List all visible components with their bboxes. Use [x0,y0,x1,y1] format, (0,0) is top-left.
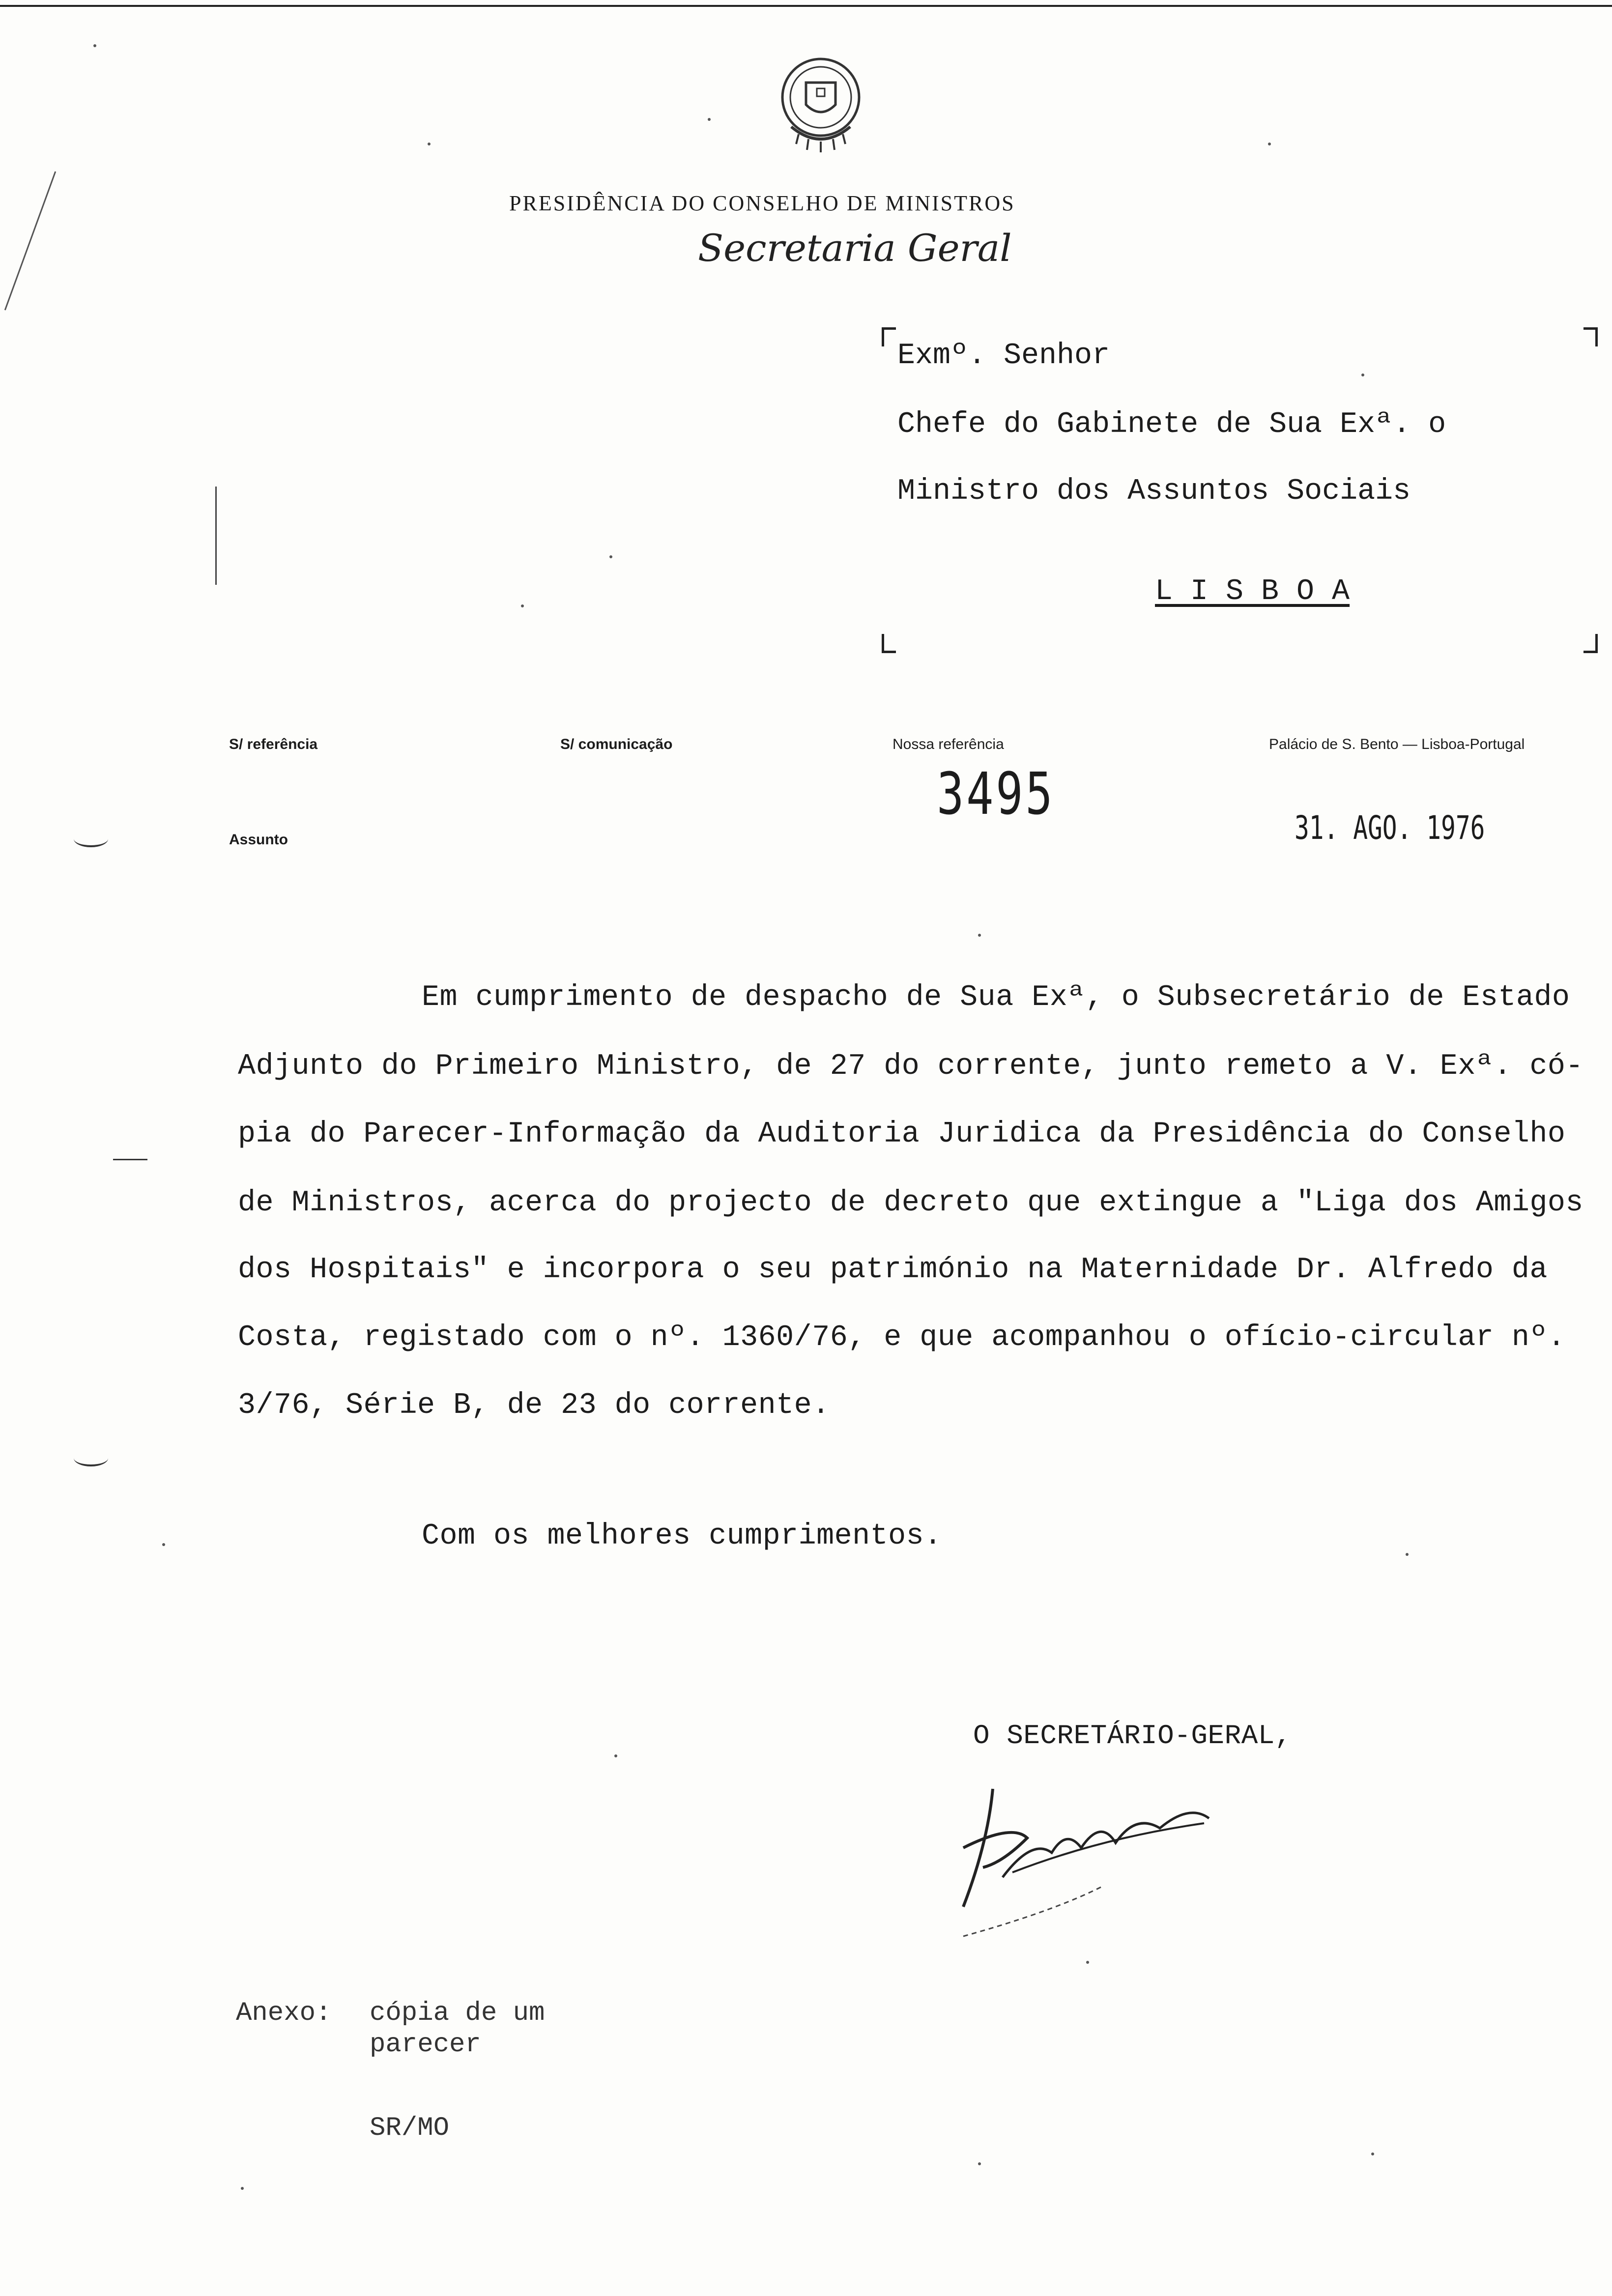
our-reference-label: Nossa referência [892,736,1004,752]
letterhead-title: PRESIDÊNCIA DO CONSELHO DE MINISTROS [509,191,1015,215]
date-stamp: 31. AGO. 1976 [1295,809,1485,847]
scan-speck [1086,1961,1089,1964]
handwritten-signature [953,1769,1219,1946]
scan-speck [614,1754,617,1757]
letterhead-subtitle: Secretaria Geral [698,226,1012,270]
annex-label: Anexo: [236,1998,332,2028]
address-corner-top-left [882,327,896,346]
scan-speck [978,2162,981,2165]
coat-of-arms-icon [772,53,870,161]
scan-speck [162,1543,165,1546]
closing-text: Com os melhores cumprimentos. [422,1520,942,1553]
subject-label: Assunto [229,832,288,848]
address-corner-bottom-right [1583,634,1598,653]
recipient-line-3: Ministro dos Assuntos Sociais [897,475,1411,508]
our-reference-number: 3495 [937,760,1055,828]
body-line-2: Adjunto do Primeiro Ministro, de 27 do corrente, junto remeto a V. Exª. có- [238,1050,1583,1083]
edge-scratch-mark [4,172,56,311]
scan-speck [708,118,711,121]
annex-line-1: cópia de um [370,1998,545,2028]
annex-line-2: parecer [370,2030,481,2060]
punch-mark-bottom [74,1450,108,1466]
margin-line-mark [215,487,217,585]
your-reference-label: S/ referência [229,736,318,752]
your-communication-label: S/ comunicação [560,736,673,752]
scan-speck [93,44,96,47]
body-line-1: Em cumprimento de despacho de Sua Exª, o Subsecretário de Estado [422,981,1570,1014]
scan-speck [428,143,431,145]
body-line-6: Costa, registado com o nº. 1360/76, e que acompanhou o ofício-circular nº. [238,1321,1566,1354]
body-line-7: 3/76, Série B, de 23 do corrente. [238,1389,830,1422]
scan-speck [978,934,981,937]
scan-speck [609,555,612,558]
scan-speck [1268,143,1271,145]
punch-mark-top [74,831,108,847]
body-line-3: pia do Parecer-Informação da Auditoria Juridica da Presidência do Conselho [238,1118,1566,1151]
scan-speck [521,604,524,607]
scan-speck [1361,373,1364,376]
fold-mark [113,1159,147,1160]
scan-speck [1371,2152,1374,2155]
signature-title: O SECRETÁRIO-GERAL, [973,1720,1292,1751]
scan-speck [1406,1553,1409,1556]
top-border-line [0,5,1612,7]
body-line-4: de Ministros, acerca do projecto de decreto que extingue a "Liga dos Amigos [238,1186,1583,1220]
scan-speck [241,2187,244,2190]
recipient-line-1: Exmº. Senhor [897,339,1110,373]
location-label: Palácio de S. Bento — Lisboa-Portugal [1269,736,1525,752]
document-initials: SR/MO [370,2113,450,2143]
body-line-5: dos Hospitais" e incorpora o seu património na Maternidade Dr. Alfredo da [238,1253,1548,1287]
address-corner-bottom-left [882,634,896,653]
address-corner-top-right [1583,327,1598,346]
recipient-line-2: Chefe do Gabinete de Sua Exª. o [897,408,1446,441]
recipient-city: L I S B O A [1155,575,1350,608]
